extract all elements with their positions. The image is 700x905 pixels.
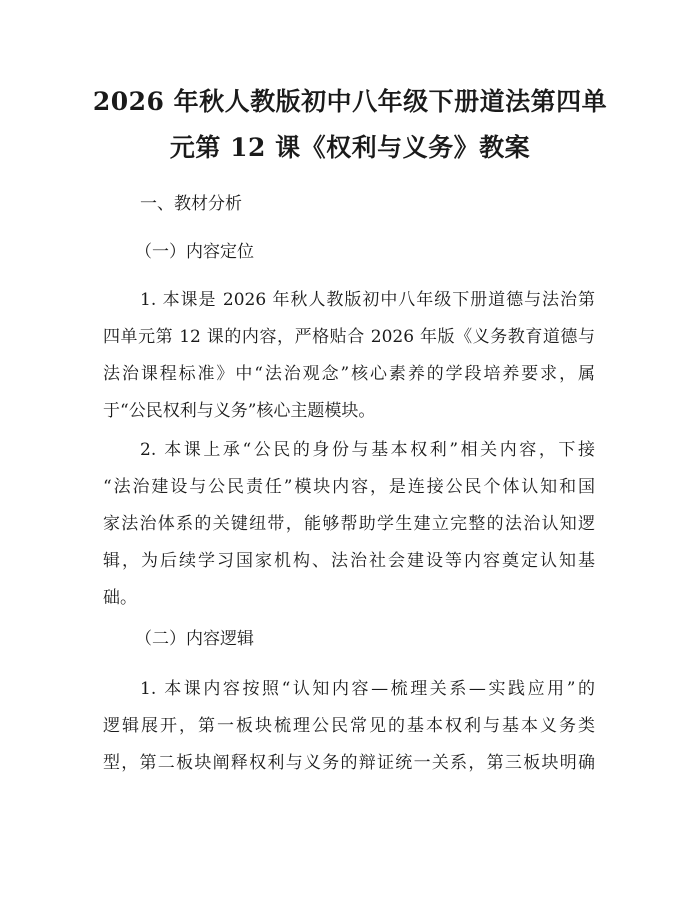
subsection-heading-content-positioning: （一）内容定位 [135, 242, 254, 262]
document-title-line-2: 元第 12 课《权利与义务》教案 [169, 133, 531, 162]
paragraph-3-line-3: 型，第二板块阐释权利与义务的辩证统一关系，第三板块明确 [103, 753, 595, 773]
paragraph-2-line-3: 家法治体系的关键纽带，能够帮助学生建立完整的法治认知逻 [103, 514, 595, 534]
paragraph-2-line-5: 础。 [103, 588, 137, 608]
subsection-heading-content-logic: （二）内容逻辑 [135, 629, 254, 649]
paragraph-1-line-2: 四单元第 12 课的内容，严格贴合 2026 年版《义务教育道德与 [103, 327, 595, 347]
document-title-line-1: 2026 年秋人教版初中八年级下册道法第四单 [92, 87, 608, 116]
paragraph-1-line-1: 1. 本课是 2026 年秋人教版初中八年级下册道德与法治第 [140, 290, 595, 310]
section-heading-textbook-analysis: 一、教材分析 [140, 194, 242, 214]
paragraph-2-line-1: 2. 本课上承“公民的身份与基本权利”相关内容，下接 [140, 440, 595, 460]
paragraph-1-line-4: 于“公民权利与义务”核心主题模块。 [103, 401, 376, 421]
paragraph-3-line-2: 逻辑展开，第一板块梳理公民常见的基本权利与基本义务类 [103, 716, 595, 736]
paragraph-3-line-1: 1. 本课内容按照“认知内容—梳理关系—实践应用”的 [140, 679, 595, 699]
paragraph-2-line-2: “法治建设与公民责任”模块内容，是连接公民个体认知和国 [103, 477, 595, 497]
paragraph-2-line-4: 辑，为后续学习国家机构、法治社会建设等内容奠定认知基 [103, 551, 595, 571]
paragraph-1-line-3: 法治课程标准》中“法治观念”核心素养的学段培养要求，属 [103, 364, 595, 384]
